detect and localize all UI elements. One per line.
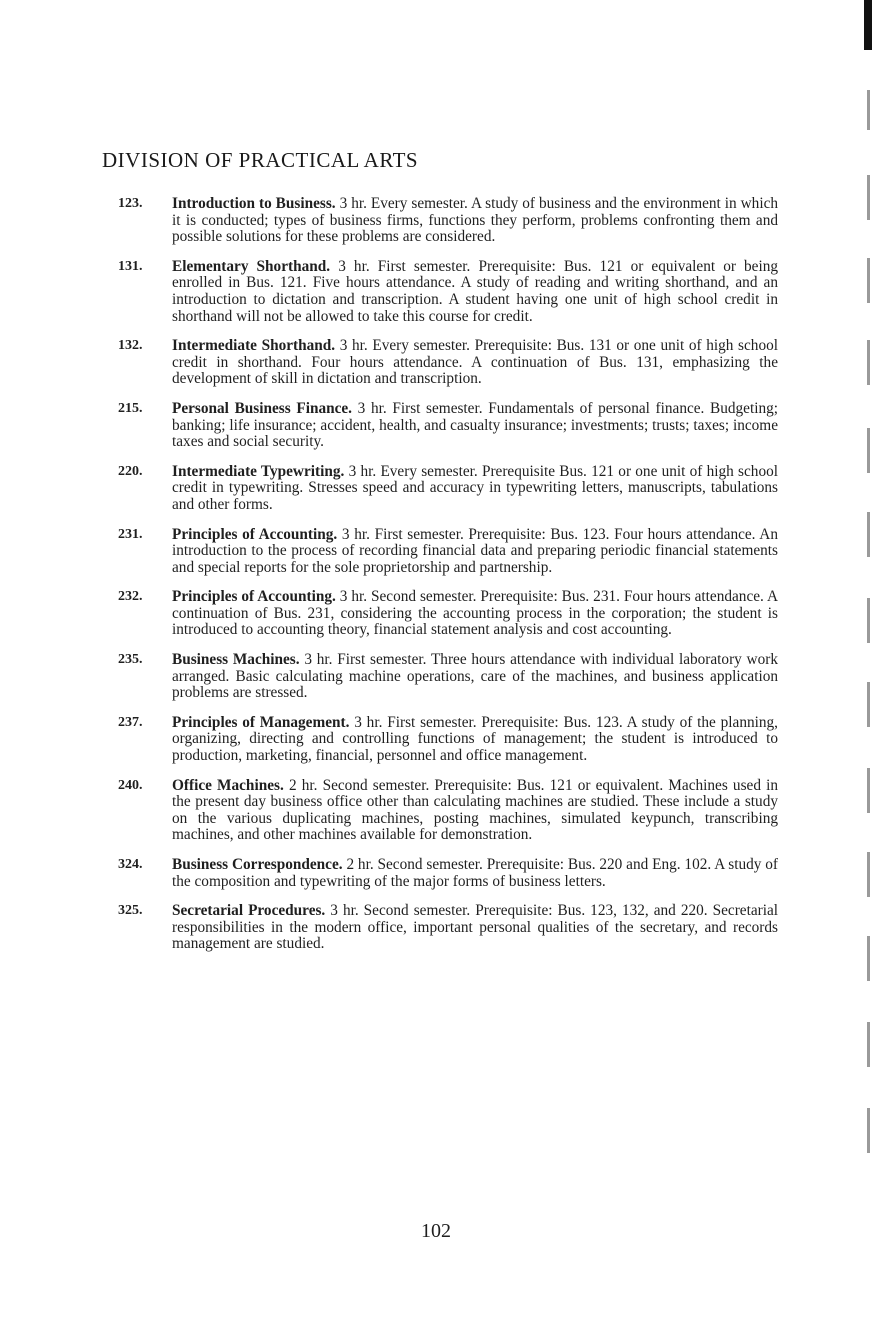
course-description: 3 hr. First semester. Prerequisite: Bus. 121 or equivalent or being enrolled in Bus. 121. Five hours attendance. A study of reading and writing shorthand, and an introduction to dictation and transcription. A student having one unit of high school credit in shorthand will not be allowed to take this course for credit. [172, 257, 779, 325]
course-text [172, 527, 778, 577]
scan-edge-tick [867, 852, 870, 897]
scan-edge-tick [867, 258, 870, 303]
course-entry [118, 903, 778, 953]
course-title: Business Correspondence. [172, 856, 343, 873]
page-number: 102 [421, 1220, 451, 1242]
course-title: Principles of Accounting. [172, 588, 336, 606]
course-description: 3 hr. First semester. Three hours attendance with individual laboratory work arranged. Basic calculating machine operations, care of the machines, and business application problems are stressed. [172, 651, 778, 702]
scan-edge-tick [867, 768, 870, 813]
course-title: Intermediate Shorthand. [172, 337, 336, 355]
scan-edge-tick [867, 428, 870, 473]
course-entry [118, 715, 778, 765]
course-description: 3 hr. Second semester. Prerequisite: Bus. 231. Four hours attendance. A continuation of Bus. 231, considering the accounting process in the corporation; the student is introduced to accounting theory, financial statement analysis and cost accounting. [172, 588, 778, 639]
scan-edge-tick [867, 175, 870, 220]
course-number: 232. [118, 589, 143, 605]
course-number: 215. [118, 400, 143, 416]
course-description: 3 hr. Second semester. Prerequisite: Bus. 123, 132, and 220. Secretarial responsibilities in the modern office, important personal qualities of the secretary, and records management are studied. [172, 902, 779, 953]
course-text [172, 338, 778, 388]
course-text [172, 903, 778, 953]
course-entry [118, 652, 778, 702]
course-description: 3 hr. First semester. Prerequisite: Bus. 123. A study of the planning, organizing, directing and controlling functions of management; the student is introduced to production, marketing, financial, personnel and office management. [172, 713, 778, 765]
course-title: Elementary Shorthand. [172, 257, 331, 275]
course-title: Introduction to Business. [172, 195, 336, 212]
scan-edge-tick [867, 90, 870, 130]
course-description: 3 hr. Every semester. Prerequisite Bus. 121 or one unit of high school credit in typewriting. Stresses speed and accuracy in typewriting letters, manuscripts, tabulations and other forms. [172, 462, 778, 513]
course-description: 3 hr. First semester. Prerequisite: Bus. 123. Four hours attendance. An introduction to the process of recording financial data and preparing periodic financial statements and special reports for the sole proprietorship and partnership. [172, 525, 778, 576]
course-text [172, 589, 778, 639]
course-title: Secretarial Procedures. [172, 902, 326, 920]
scan-edge-marks [858, 0, 872, 1333]
course-text [172, 196, 778, 246]
course-number: 131. [118, 258, 143, 274]
course-entry [118, 464, 778, 514]
course-description: 2 hr. Second semester. Prerequisite: Bus. 220 and Eng. 102. A study of the composition and typewriting of the major forms of business letters. [172, 856, 778, 890]
scan-edge-tick [867, 1022, 870, 1067]
course-description: 3 hr. Every semester. A study of business and the environment in which it is conducted; types of business firms, functions they perform, problems confronting them and possible solutions for these problems are considered. [172, 195, 779, 246]
course-text [172, 715, 778, 765]
course-title: Office Machines. [172, 776, 284, 794]
course-text [172, 401, 778, 451]
course-number: 132. [118, 338, 143, 354]
course-text [172, 464, 778, 514]
course-entry [118, 589, 778, 639]
course-entry [118, 778, 778, 844]
course-title: Intermediate Typewriting. [172, 462, 345, 480]
scan-edge-tick [867, 936, 870, 981]
course-description: 2 hr. Second semester. Prerequisite: Bus. 121 or equivalent. Machines used in the present day business office other than calculating machines are studied. These include a study on the various duplicating machines, posting machines, simulated keypunch, transcribing machines, and other machines available for demonstration. [172, 776, 779, 844]
course-title: Business Machines. [172, 651, 300, 669]
course-title: Principles of Management. [172, 713, 350, 731]
course-number: 324. [118, 857, 143, 872]
course-entry [118, 857, 778, 890]
course-number: 240. [118, 777, 143, 793]
course-text [172, 857, 778, 890]
scan-edge-tick [867, 340, 870, 385]
course-text [172, 652, 778, 702]
course-number: 123. [118, 196, 143, 211]
division-heading: DIVISION OF PRACTICAL ARTS [102, 148, 419, 172]
course-number: 220. [118, 463, 143, 479]
course-text [172, 778, 778, 844]
course-number: 235. [118, 652, 143, 668]
scan-edge-bar [864, 0, 872, 50]
course-number: 231. [118, 526, 143, 542]
course-entry [118, 259, 778, 325]
course-title: Personal Business Finance. [172, 399, 353, 417]
course-text [172, 259, 778, 325]
course-entry [118, 196, 778, 246]
scan-edge-tick [867, 682, 870, 727]
course-entry [118, 527, 778, 577]
course-entry [118, 401, 778, 451]
course-title: Principles of Accounting. [172, 525, 338, 543]
course-description: 3 hr. Every semester. Prerequisite: Bus. 131 or one unit of high school credit in shorthand. Four hours attendance. A continuation of Bus. 131, emphasizing the development of skill in dictation and transcription. [172, 337, 778, 388]
scan-edge-tick [867, 512, 870, 557]
course-list [118, 196, 778, 966]
course-description: 3 hr. First semester. Fundamentals of personal finance. Budgeting; banking; life insurance; accident, health, and casualty insurance; investments; trusts; taxes; income taxes and social security. [172, 399, 779, 451]
course-number: 237. [118, 714, 143, 730]
course-entry [118, 338, 778, 388]
scan-edge-tick [867, 1108, 870, 1153]
course-number: 325. [118, 903, 143, 919]
scan-edge-tick [867, 598, 870, 643]
